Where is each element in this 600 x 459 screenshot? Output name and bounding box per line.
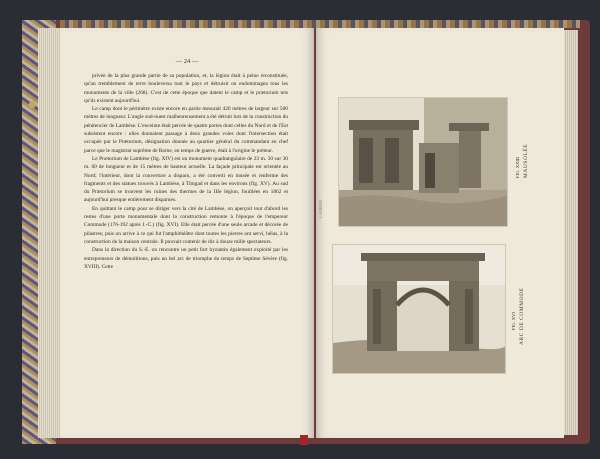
caption-arch: ARC DE COMMODE (519, 287, 525, 345)
figure-number-2: FIG. XVI (511, 312, 516, 330)
body-text (84, 72, 288, 271)
paragraph: Le Prætorium de Lambèse (fig. XIV) est un monument quadrangulaire de 23 m. 30 sur 30 m. 60 de longueur et de 15 mètres de hauteur actuelle. La façade principale est orientée au Nord; l'intérieur, dont la couverture a disparu, a été converti en musée et renferme des fragments et des statues trouvés à Lambèse, à Timgad et dans les environs (fig. XV). Au sud du Prætorium se trouvent les ruines des thermes de la IIIe légion, fouillées en 1862 et aujourd'hui presque entièrement disparues. (84, 155, 288, 204)
photo-plate-arch (332, 244, 506, 374)
paragraph: privée de la plus grande partie de sa population, et, la légion était à peine reconstituée, qu'un tremblement de terre bouleversa tout le pays et détruisit ou endommagea tous les monuments de la ville (268). C'est de cette époque que datent le camp et le prætorium tels qu'ils existent aujourd'hui. (84, 73, 288, 104)
page-number: — 24 — (175, 58, 199, 65)
arch-photo (333, 245, 505, 373)
paragraph: En quittant le camp pour se diriger vers la cité de Lambèse, on aperçoit tout d'abord les restes d'une porte monumentale dont la construction remonte à l'époque de l'empereur Commode (176-192 après J.-C.) (fig. XVI). Elle était percée d'une seule arcade et décorée de pilastres; puis on arrive à ce qui fut l'amphithéâtre dont toutes les pierres ont servi, hélas, à la construction de la maison centrale. Il pouvait contenir de dix à douze mille spectateurs. (84, 205, 288, 245)
figure-number-1: FIG. XXIII (515, 157, 520, 178)
marbled-edge-top (60, 20, 580, 28)
caption-mausoleum: MAUSOLÉE (523, 143, 529, 178)
bookmark-ribbon (300, 435, 308, 445)
right-page (316, 28, 564, 438)
paragraph: Dans la direction du S.-E. on rencontre un petit fort byzantin également exploité par les entrepreneurs de démolitions, puis un bel arc de triomphe du temps de Septime Sévère (fig. XVIII). Cette (84, 247, 288, 270)
photo-plate-mausoleum (338, 97, 508, 227)
gutter-text: LAMBÈSE (318, 199, 323, 218)
left-page (60, 28, 314, 438)
paragraph: Le camp dont le périmètre existe encore en partie mesurait 420 mètres de largeur sur 500 mètres de longueur. L'angle sud-ouest malheureusement a été détruit lors de la construction du pénitencier de Lambèse. L'enceinte était percée de quatre portes dont celles du Nord et de l'Est subsistent encore : elles donnaient passage à deux grandes voies dont l'intersection était occupée par le Prætorium, désignation donnée au quartier général du commandant en chef parce que le magistrat suprême de Rome, en temps de guerre, était à l'origine le préteur. (84, 106, 289, 154)
mausoleum-photo (339, 98, 507, 226)
page-edges-right (562, 30, 578, 435)
